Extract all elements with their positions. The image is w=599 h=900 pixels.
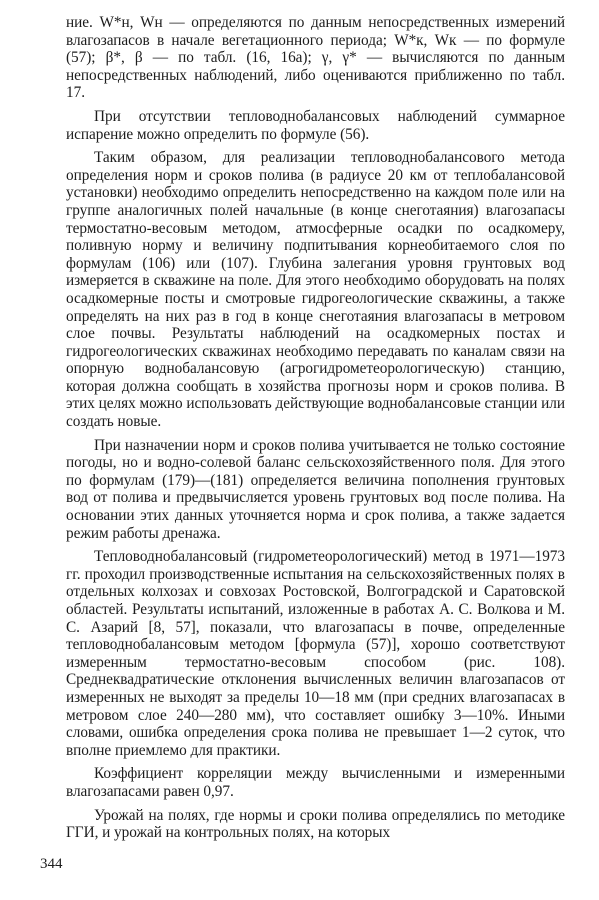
paragraph-6: Коэффициент корреляции между вычисленными и измеренными влагозапасами равен 0,97. [66, 765, 565, 800]
page-number: 344 [40, 856, 63, 872]
page-body [66, 14, 565, 848]
paragraph-2: При отсутствии тепловоднобалансовых наблюдений суммарное испарение можно определить по формуле (56). [66, 107, 565, 143]
paragraph-5: Тепловоднобалансовый (гидрометеорологический) метод в 1971—1973 гг. проходил производственные испытания на сельскохозяйственных полях в отдельных колхозах и совхозах Ростовской, Волгоградской и Саратовской областей. Результаты испытаний, изложенные в работах А. С. Волкова и М. С. Азарий [8, 57], показали, что влагозапасы в почве, определенные тепловоднобалансовым методом [формула (57)], хорошо соответствуют измеренным термостатно-весовым способом (рис. 108). Среднеквадратические отклонения вычисленных величин влагозапасов от измеренных не выходят за пределы 10—18 мм (при средних влагозапасах в метровом слое 240—280 мм), что составляет ошибку 3—10%. Иными словами, ошибка определения срока полива не превышает 1—2 суток, что вполне приемлемо для практики. [66, 548, 565, 759]
paragraph-4: При назначении норм и сроков полива учитывается не только состояние погоды, но и водно-солевой баланс сельскохозяйственного поля. Для этого по формулам (179)—(181) определяется величина пополнения грунтовых вод от полива и предвычисляется уровень грунтовых вод после полива. На основании этих данных уточняется норма и срок полива, а также задается режим работы дренажа. [66, 436, 565, 542]
paragraph-3: Таким образом, для реализации тепловоднобалансового метода определения норм и сроков полива (в радиусе 20 км от теплобалансовой установки) необходимо определить непосредственно на каждом поле или на группе аналогичных полей начальные (в конце снеготаяния) влагозапасы термостатно-весовым методом, атмосферные осадки по осадкомеру, поливную норму и величину подпитывания корнеобитаемого слоя по формулам (106) или (107). Глубина залегания уровня грунтовых вод измеряется в скважине на поле. Для этого необходимо оборудовать на полях осадкомерные посты и смотровые гидрогеологические скважины, а также определять на них раз в год в конце снеготаяния влагозапасы в метровом слое почвы. Результаты наблюдений на осадкомерных постах и гидрогеологических скважинах необходимо передавать по каналам связи на опорную воднобалансовую (агрогидрометеорологическую) станцию, которая должна сообщать в хозяйства прогнозы норм и сроков полива. В этих целях можно использовать действующие воднобалансовые станции или создать новые. [66, 149, 565, 431]
paragraph-1: ние. W*н, Wн — определяются по данным непосредственных измерений влагозапасов в начале вегетационного периода; W*к, Wк — по формуле (57); β*, β — по табл. (16, 16а); γ, γ* — вычисляются по данным непосредственных наблюдений, либо оцениваются приближенно по табл. 17. [66, 14, 565, 102]
paragraph-7: Урожай на полях, где нормы и сроки полива определялись по методике ГГИ, и урожай на контрольных полях, на которых [66, 806, 565, 842]
